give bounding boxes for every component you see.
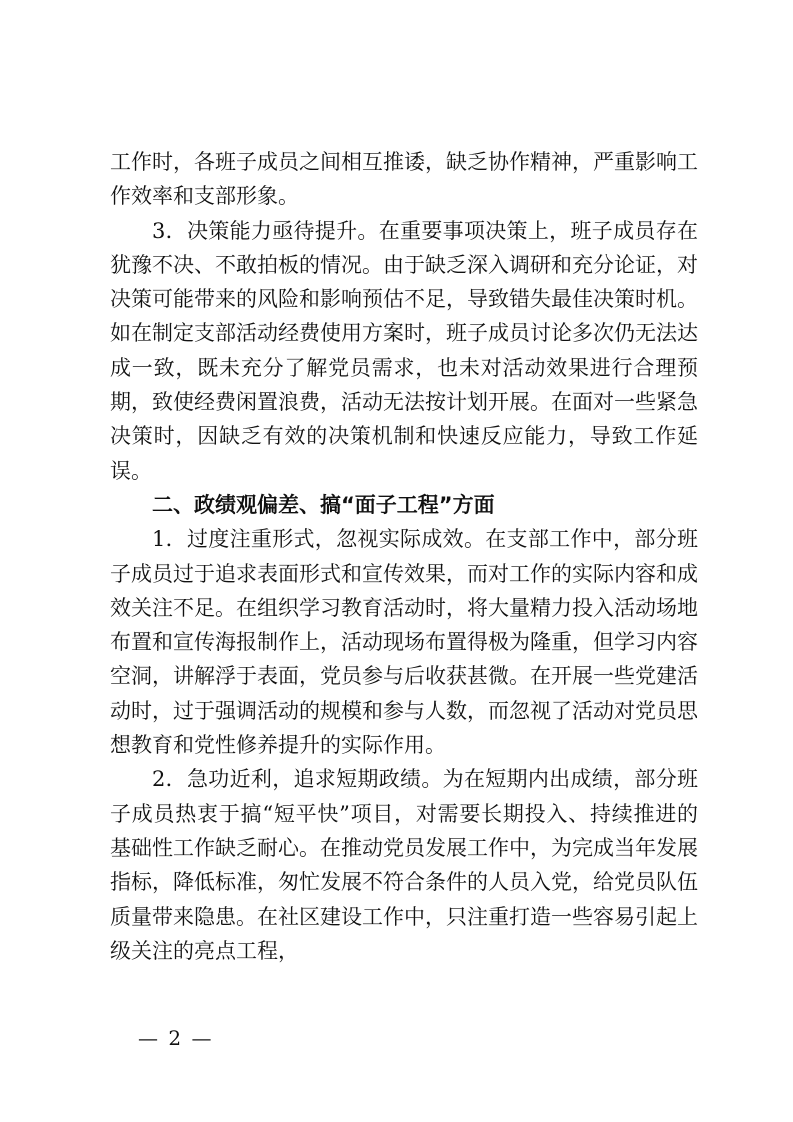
paragraph-formalism: 1．过度注重形式，忽视实际成效。在支部工作中，部分班子成员过于追求表面形式和宣传效果，而对工作的实际内容和成效关注不足。在组织学习教育活动时，将大量精力投入活动场地布置和宣传海报制作上，活动现场布置得极为隆重，但学习内容空洞，讲解浮于表面，党员参与后收获甚微。在开展一些党建活动时，过于强调活动的规模和参与人数，而忽视了活动对党员思想教育和党性修养提升的实际作用。: [110, 527, 698, 758]
paragraph-decision-ability: 3．决策能力亟待提升。在重要事项决策上，班子成员存在犹豫不决、不敢拍板的情况。由于缺乏深入调研和充分论证，对决策可能带来的风险和影响预估不足，导致错失最佳决策时机。如在制定支部活动经费使用方案时，班子成员讨论多次仍无法达成一致，既未充分了解党员需求，也未对活动效果进行合理预期，致使经费闲置浪费，活动无法按计划开展。在面对一些紧急决策时，因缺乏有效的决策机制和快速反应能力，导致工作延误。: [110, 218, 698, 483]
document-body: [110, 145, 698, 968]
section-heading-performance-view: 二、政绩观偏差、搞“面子工程”方面: [152, 492, 495, 517]
page-number: — 2 —: [138, 1026, 214, 1050]
paragraph-continuation: 工作时，各班子成员之间相互推诿，缺乏协作精神，严重影响工作效率和支部形象。: [110, 150, 698, 209]
paragraph-short-term-results: 2．急功近利，追求短期政绩。为在短期内出成绩，部分班子成员热衷于搞“短平快”项目，对需要长期投入、持续推进的基础性工作缺乏耐心。在推动党员发展工作中，为完成当年发展指标，降低标准，匆忙发展不符合条件的人员入党，给党员队伍质量带来隐患。在社区建设工作中，只注重打造一些容易引起上级关注的亮点工程，: [110, 767, 698, 963]
